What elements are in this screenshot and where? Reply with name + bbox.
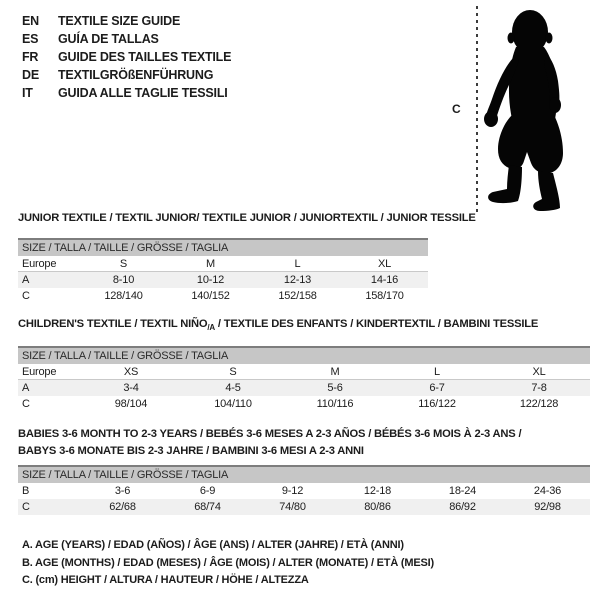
size-cell: XS (123, 365, 139, 378)
age-cell: 18-24 (448, 485, 477, 497)
row-label: B (22, 485, 30, 497)
size-cell: XL (532, 365, 546, 378)
language-row-fr (22, 48, 231, 66)
language-title: TEXTILGRÖßENFÜHRUNG (58, 68, 214, 82)
junior-size-table (18, 238, 428, 304)
junior-table-title: JUNIOR TEXTILE / TEXTIL JUNIOR/ TEXTILE JUNIOR / JUNIORTEXTIL / JUNIOR TESSILE (18, 212, 476, 224)
row-label: C (22, 398, 30, 410)
table-row-europe (18, 364, 590, 380)
size-header-bar: SIZE / TALLA / TAILLE / GRÖSSE / TAGLIA (18, 465, 590, 483)
row-label: Europe (22, 257, 57, 270)
age-cell: 24-36 (533, 485, 562, 497)
height-cell: 104/110 (214, 398, 252, 410)
height-cell: 128/140 (104, 290, 143, 302)
height-cell: 158/170 (365, 290, 404, 302)
children-title-pre: CHILDREN'S TEXTILE / TEXTIL NIÑO (18, 318, 208, 330)
children-title-post: / TEXTILE DES ENFANTS / KINDERTEXTIL / BAMBINI TESSILE (214, 318, 539, 330)
language-code: FR (22, 50, 39, 64)
age-cell: 6-9 (199, 485, 216, 497)
size-cell: M (206, 257, 215, 270)
babies-size-table (18, 465, 590, 515)
age-cell: 14-16 (370, 274, 399, 286)
language-code: EN (22, 14, 39, 28)
babies-title-line1: BABIES 3-6 MONTH TO 2-3 YEARS / BEBÉS 3-6 MESES A 2-3 AÑOS / BÉBÉS 3-6 MOIS À 2-3 ANS / (18, 428, 522, 440)
height-cell: 80/86 (364, 501, 391, 513)
language-title: GUÍA DE TALLAS (58, 32, 159, 46)
language-list (22, 12, 231, 102)
height-cell: 92/98 (534, 501, 561, 513)
height-cell: 68/74 (194, 501, 221, 513)
age-cell: 10-12 (196, 274, 225, 286)
children-table-title (18, 318, 538, 332)
babies-title-line2: BABYS 3-6 MONATE BIS 2-3 JAHRE / BAMBINI 3-6 MESI A 2-3 ANNI (18, 445, 364, 457)
language-title: GUIDE DES TAILLES TEXTILE (58, 50, 232, 64)
height-cell: 110/116 (316, 398, 354, 410)
legend-note-b: B. AGE (MONTHS) / EDAD (MESES) / ÂGE (MOIS) / ALTER (MONATE) / ETÀ (MESI) (22, 556, 434, 569)
table-row-c (18, 499, 590, 515)
age-cell: 6-7 (429, 382, 445, 394)
age-cell: 12-13 (283, 274, 312, 286)
size-cell: S (119, 257, 128, 270)
age-cell: 9-12 (281, 485, 304, 497)
age-cell: 7-8 (531, 382, 547, 394)
language-title: GUIDA ALLE TAGLIE TESSILI (58, 86, 228, 100)
language-row-it (22, 84, 231, 102)
size-cell: M (330, 365, 340, 378)
age-cell: 8-10 (112, 274, 135, 286)
height-cell: 62/68 (109, 501, 136, 513)
height-cell: 122/128 (519, 398, 559, 410)
language-title: TEXTILE SIZE GUIDE (58, 14, 181, 28)
size-header-bar: SIZE / TALLA / TAILLE / GRÖSSE / TAGLIA (18, 238, 428, 256)
size-cell: L (434, 365, 440, 378)
row-label: C (22, 290, 30, 302)
children-size-table (18, 346, 590, 412)
language-row-es (22, 30, 231, 48)
height-cell: 140/152 (191, 290, 230, 302)
height-measure-label-c: C (452, 102, 461, 116)
height-cell: 74/80 (279, 501, 306, 513)
table-row-europe (18, 256, 428, 272)
babies-table-title (18, 426, 521, 460)
language-code: ES (22, 32, 39, 46)
age-cell: 12-18 (363, 485, 392, 497)
table-row-c (18, 288, 428, 304)
size-header-bar: SIZE / TALLA / TAILLE / GRÖSSE / TAGLIA (18, 346, 590, 364)
language-row-en (22, 12, 231, 30)
size-cell: L (294, 257, 301, 270)
children-title-subscript: /A (207, 323, 215, 333)
table-row-c (18, 396, 590, 412)
height-cell: 98/104 (114, 398, 148, 410)
language-row-de (22, 66, 231, 84)
row-label: A (22, 382, 30, 394)
legend-note-c: C. (cm) HEIGHT / ALTURA / HAUTEUR / HÖHE / ALTEZZA (22, 574, 309, 586)
height-cell: 86/92 (449, 501, 476, 513)
baby-silhouette-image (476, 5, 600, 215)
age-cell: 4-5 (225, 382, 241, 394)
height-cell: 116/122 (418, 398, 456, 410)
row-label: A (22, 274, 30, 286)
table-row-a (18, 272, 428, 288)
age-cell: 3-4 (123, 382, 139, 394)
legend-notes (22, 537, 434, 590)
age-cell: 3-6 (114, 485, 131, 497)
table-row-a (18, 380, 590, 396)
size-cell: S (229, 365, 237, 378)
table-row-b (18, 483, 590, 499)
language-code: IT (22, 86, 33, 100)
age-cell: 5-6 (327, 382, 343, 394)
row-label: Europe (22, 365, 57, 378)
size-cell: XL (377, 257, 392, 270)
language-code: DE (22, 68, 39, 82)
legend-note-a: A. AGE (YEARS) / EDAD (AÑOS) / ÂGE (ANS) / ALTER (JAHRE) / ETÀ (ANNI) (22, 539, 404, 551)
height-cell: 152/158 (278, 290, 317, 302)
row-label: C (22, 501, 30, 513)
